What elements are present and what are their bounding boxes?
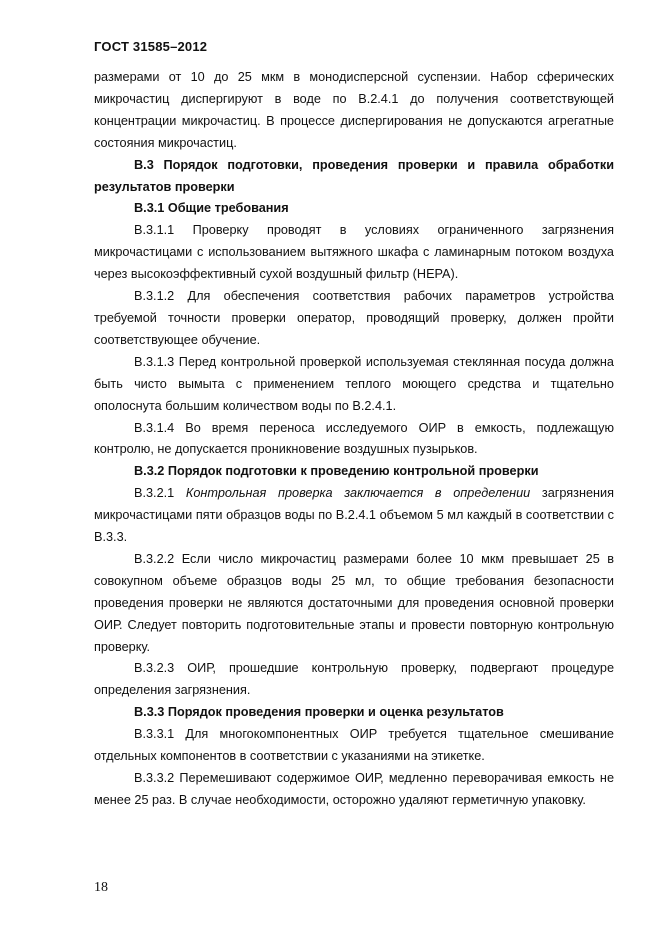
italic-term: Контрольная проверка заключается в определении bbox=[185, 486, 531, 501]
section-heading-b32: В.3.2 Порядок подготовки к проведению контрольной проверки bbox=[134, 464, 539, 479]
paragraph-b314: В.3.1.4 Во время переноса исследуемого ОИР в емкость, подлежащую контролю, не допускается проникновение воздушных пузырьков. bbox=[94, 420, 614, 457]
paragraph-b331: В.3.3.1 Для многокомпонентных ОИР требуется тщательное смешивание отдельных компонентов в соответствии с указаниями на этикетке. bbox=[94, 727, 614, 764]
paragraph-b322: В.3.2.2 Если число микрочастиц размерами более 10 мкм превышает 25 в совокупном объеме образцов воды 25 мл, то общие требования безопасности проведения проверки не являются достаточными для проведения основной проверки ОИР. Следует повторить подготовительные этапы и провести повторную контрольную проверку. bbox=[94, 551, 614, 654]
paragraph-number: В.3.2.1 bbox=[134, 486, 186, 501]
section-heading-b3: В.3 Порядок подготовки, проведения проверки и правила обработки результатов проверки bbox=[94, 157, 614, 194]
paragraph-b332: В.3.3.2 Перемешивают содержимое ОИР, медленно переворачивая емкость не менее 25 раз. В случае необходимости, осторожно удаляют герметичную упаковку. bbox=[94, 771, 614, 807]
paragraph-continuation: размерами от 10 до 25 мкм в монодисперсной суспензии. Набор сферических микрочастиц диспергируют в воде по В.2.4.1 до получения соответствующей концентрации микрочастиц. В процессе диспергирования не допускаются агрегатные состояния микрочастиц. bbox=[94, 70, 614, 150]
paragraph-text: загрязнения микрочастицами пяти образцов воды по В.2.4.1 объемом 5 мл каждый в соответствии с В.3.3. bbox=[94, 486, 615, 545]
document-body bbox=[94, 67, 614, 812]
paragraph-b312: В.3.1.2 Для обеспечения соответствия рабочих параметров устройства требуемой точности проверки оператор, проводящий проверку, должен пройти соответствующее обучение. bbox=[94, 289, 614, 347]
standard-header: ГОСТ 31585–2012 bbox=[94, 39, 208, 54]
section-heading-b31: В.3.1 Общие требования bbox=[134, 201, 289, 216]
paragraph-b311: В.3.1.1 Проверку проводят в условиях ограниченного загрязнения микрочастицами с использованием вытяжного шкафа с ламинарным потоком воздуха через высокоэффективный сухой воздушный фильтр (HEPA). bbox=[94, 223, 614, 282]
section-heading-b33: В.3.3 Порядок проведения проверки и оценка результатов bbox=[134, 705, 504, 720]
page-number: 18 bbox=[94, 880, 108, 895]
paragraph-b313: В.3.1.3 Перед контрольной проверкой используемая стеклянная посуда должна быть чисто вымыта с применением теплого моющего средства и тщательно ополоснута большим количеством воды по В.2.4.1. bbox=[94, 354, 614, 413]
paragraph-b323: В.3.2.3 ОИР, прошедшие контрольную проверку, подвергают процедуре определения загрязнения. bbox=[94, 661, 614, 698]
paragraph-b321 bbox=[94, 483, 614, 549]
